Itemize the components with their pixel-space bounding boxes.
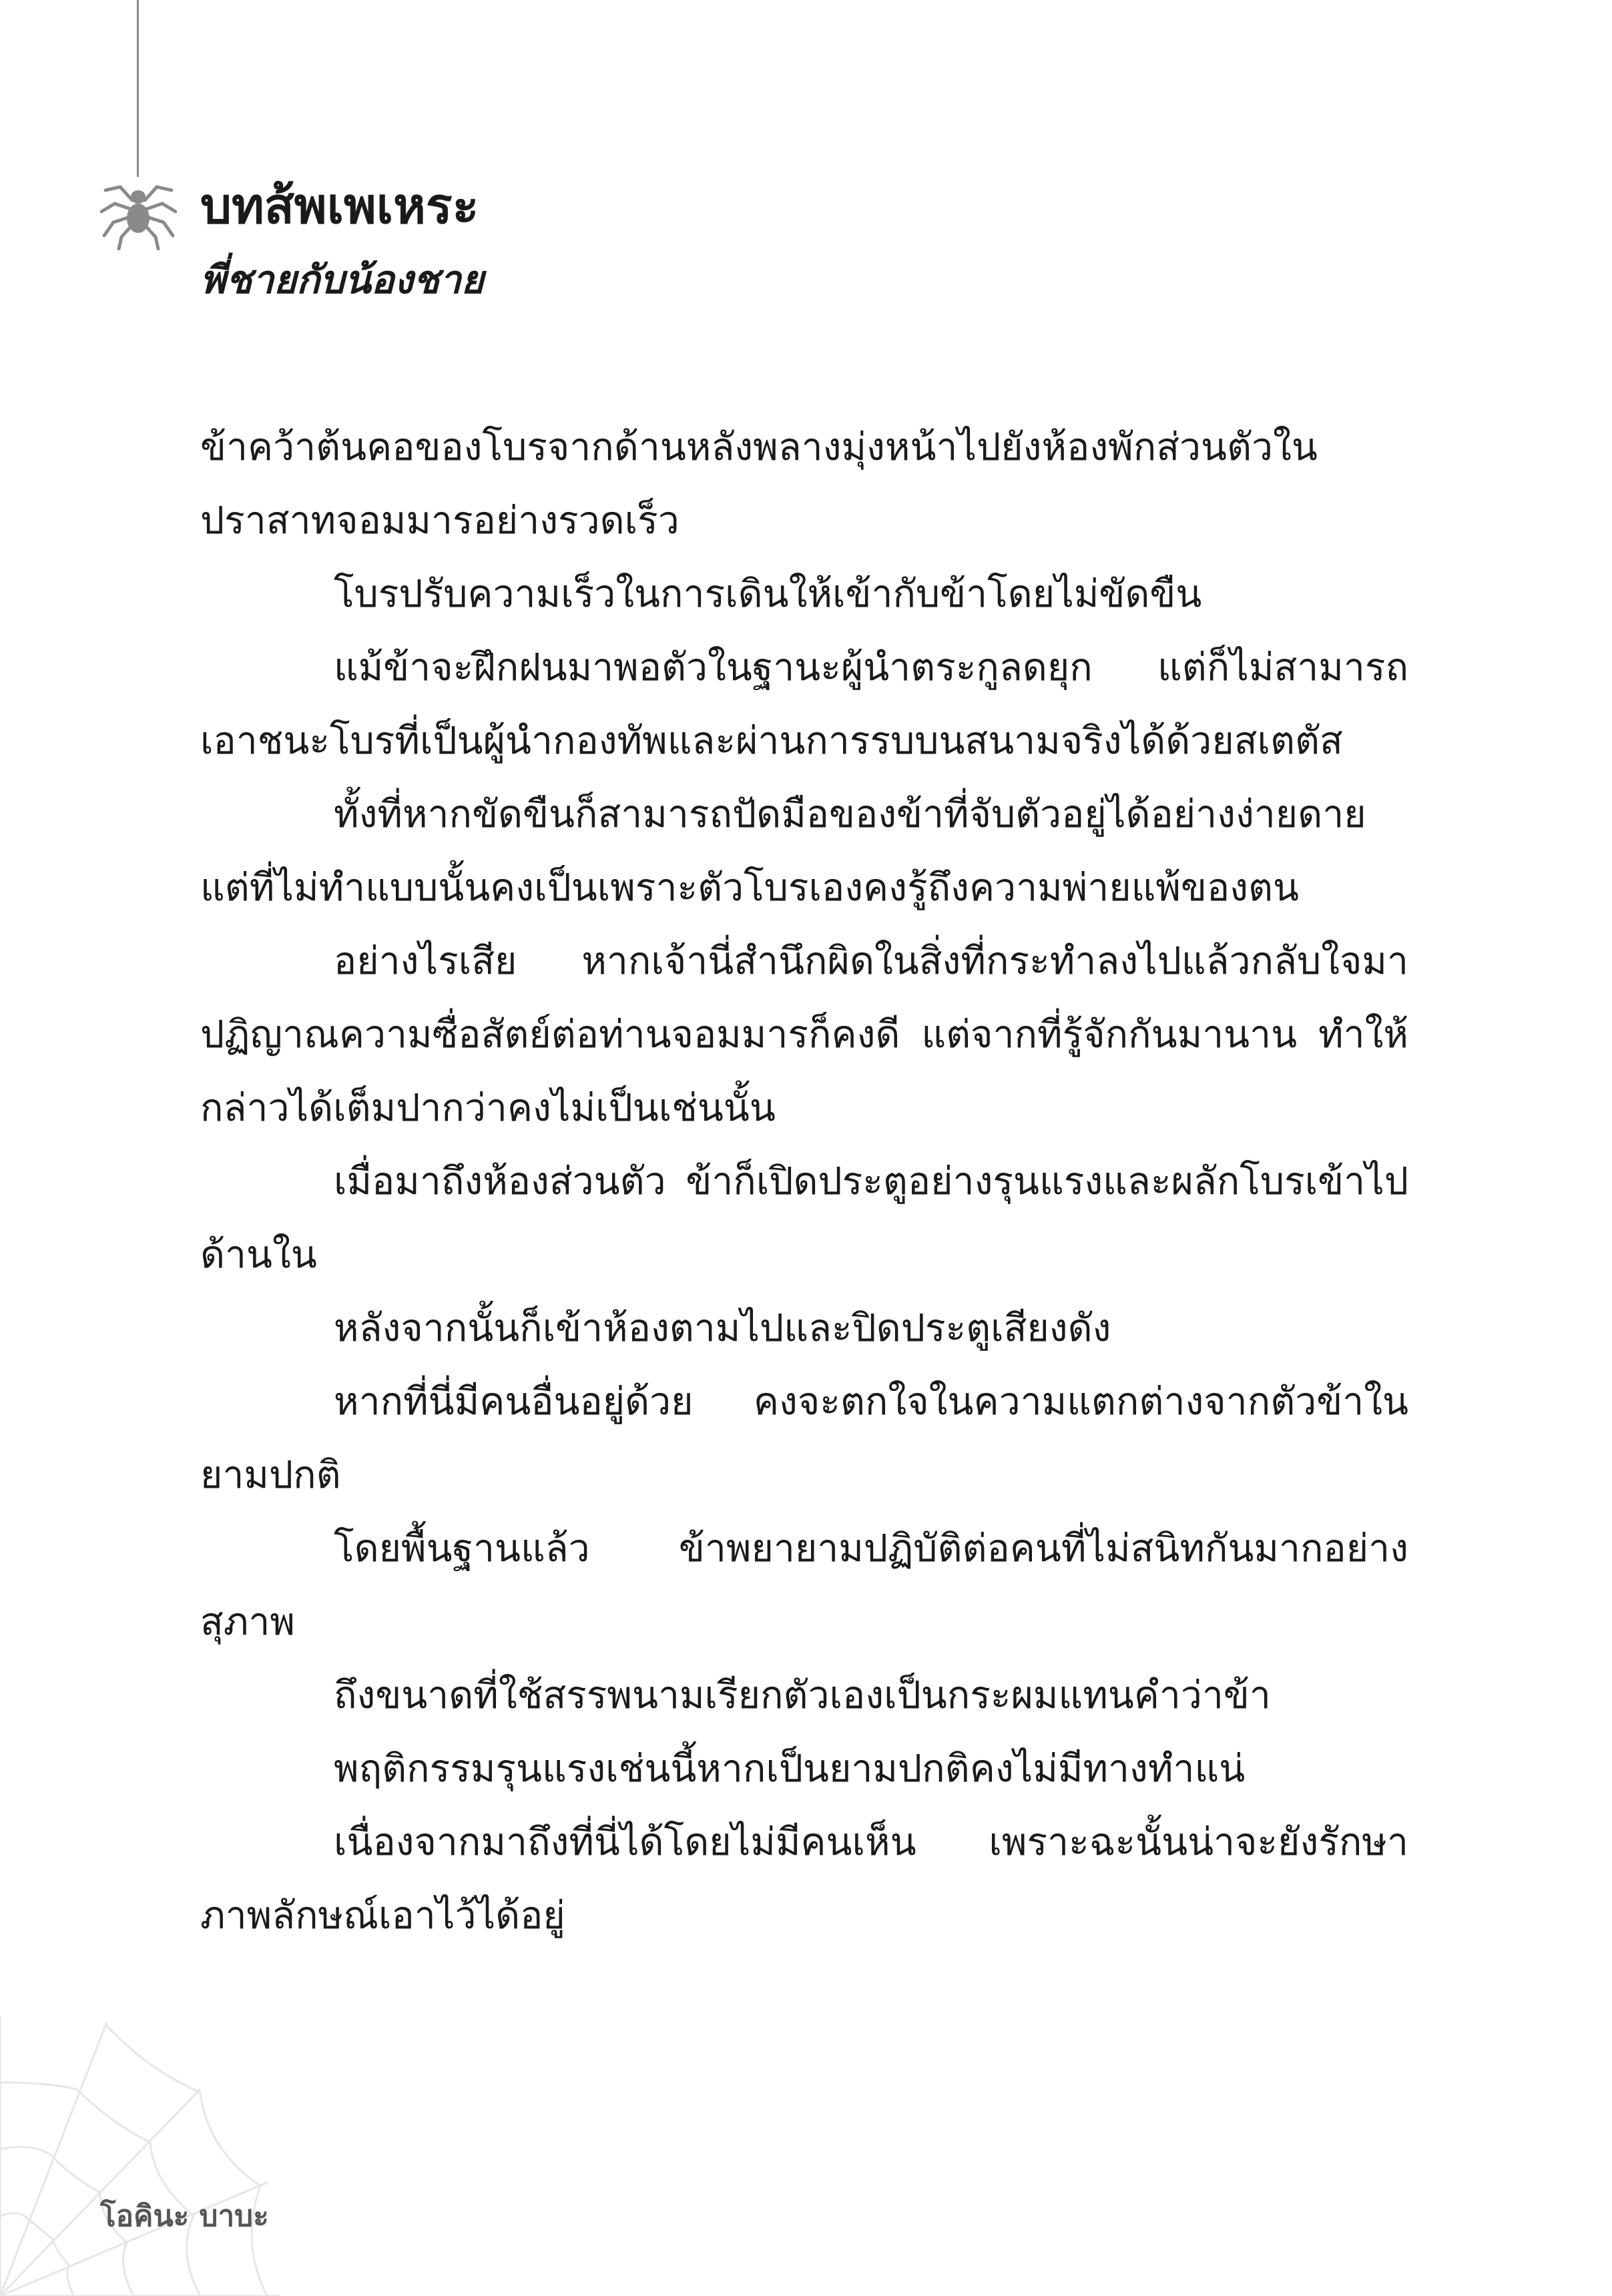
chapter-subtitle: พี่ชายกับน้องชาย <box>200 257 484 302</box>
body-text <box>200 410 1408 1952</box>
spider-thread <box>137 0 139 177</box>
paragraph: หลังจากนั้นก็เข้าห้องตามไปและปิดประตูเสียงดัง <box>334 1306 1111 1350</box>
footer-author: โอคินะ บาบะ <box>100 2199 269 2233</box>
paragraph: เมื่อมาถึงห้องส่วนตัว ข้าก็เปิดประตูอย่างรุนแรงและผลักโบรเข้าไปด้านใน <box>200 1159 1408 1277</box>
paragraph: ทั้งที่หากขัดขืนก็สามารถปัดมือของข้าที่จับตัวอยู่ได้อย่างง่ายดาย แต่ที่ไม่ทำแบบนั้นคงเป็นเพราะตัวโบรเองคงรู้ถึงความพ่ายแพ้ของตน <box>200 792 1366 910</box>
paragraph: ถึงขนาดที่ใช้สรรพนามเรียกตัวเองเป็นกระผมแทนคำว่าข้า <box>334 1673 1271 1717</box>
paragraph: อย่างไรเสีย หากเจ้านี่สำนึกผิดในสิ่งที่กระทำลงไปแล้วกลับใจมาปฏิญาณความซื่อสัตย์ต่อท่านจอมมารก็คงดี แต่จากที่รู้จักกันมานาน ทำให้กล่าวได้เต็มปากว่าคงไม่เป็นเช่นนั้น <box>200 939 1408 1130</box>
paragraph: โบรปรับความเร็วในการเดินให้เข้ากับข้าโดยไม่ขัดขืน <box>334 572 1202 616</box>
chapter-title: บทส้พเพเหระ <box>200 178 479 235</box>
paragraph: แม้ข้าจะฝึกฝนมาพอตัวในฐานะผู้นำตระกูลดยุก แต่ก็ไม่สามารถเอาชนะโบรที่เป็นผู้นำกองทัพและผ่านการรบบนสนามจริงได้ด้วยสเตตัส <box>200 645 1408 763</box>
spider-web-icon <box>0 2016 280 2296</box>
paragraph: หากที่นี่มีคนอื่นอยู่ด้วย คงจะตกใจในความแตกต่างจากตัวข้าในยามปกติ <box>200 1380 1408 1497</box>
paragraph: พฤติกรรมรุนแรงเช่นนี้หากเป็นยามปกติคงไม่มีทางทำแน่ <box>334 1747 1246 1791</box>
paragraph: โดยพื้นฐานแล้ว ข้าพยายามปฏิบัติต่อคนที่ไม่สนิทกันมากอย่างสุภาพ <box>200 1526 1408 1644</box>
paragraph: เนื่องจากมาถึงที่นี่ได้โดยไม่มีคนเห็น เพราะฉะนั้นน่าจะยังรักษาภาพลักษณ์เอาไว้ได้อยู่ <box>200 1820 1408 1938</box>
spider-icon <box>100 170 177 250</box>
paragraph: ข้าคว้าต้นคอของโบรจากด้านหลังพลางมุ่งหน้าไปยังห้องพักส่วนตัวในปราสาทจอมมารอย่างรวดเร็ว <box>200 425 1318 543</box>
